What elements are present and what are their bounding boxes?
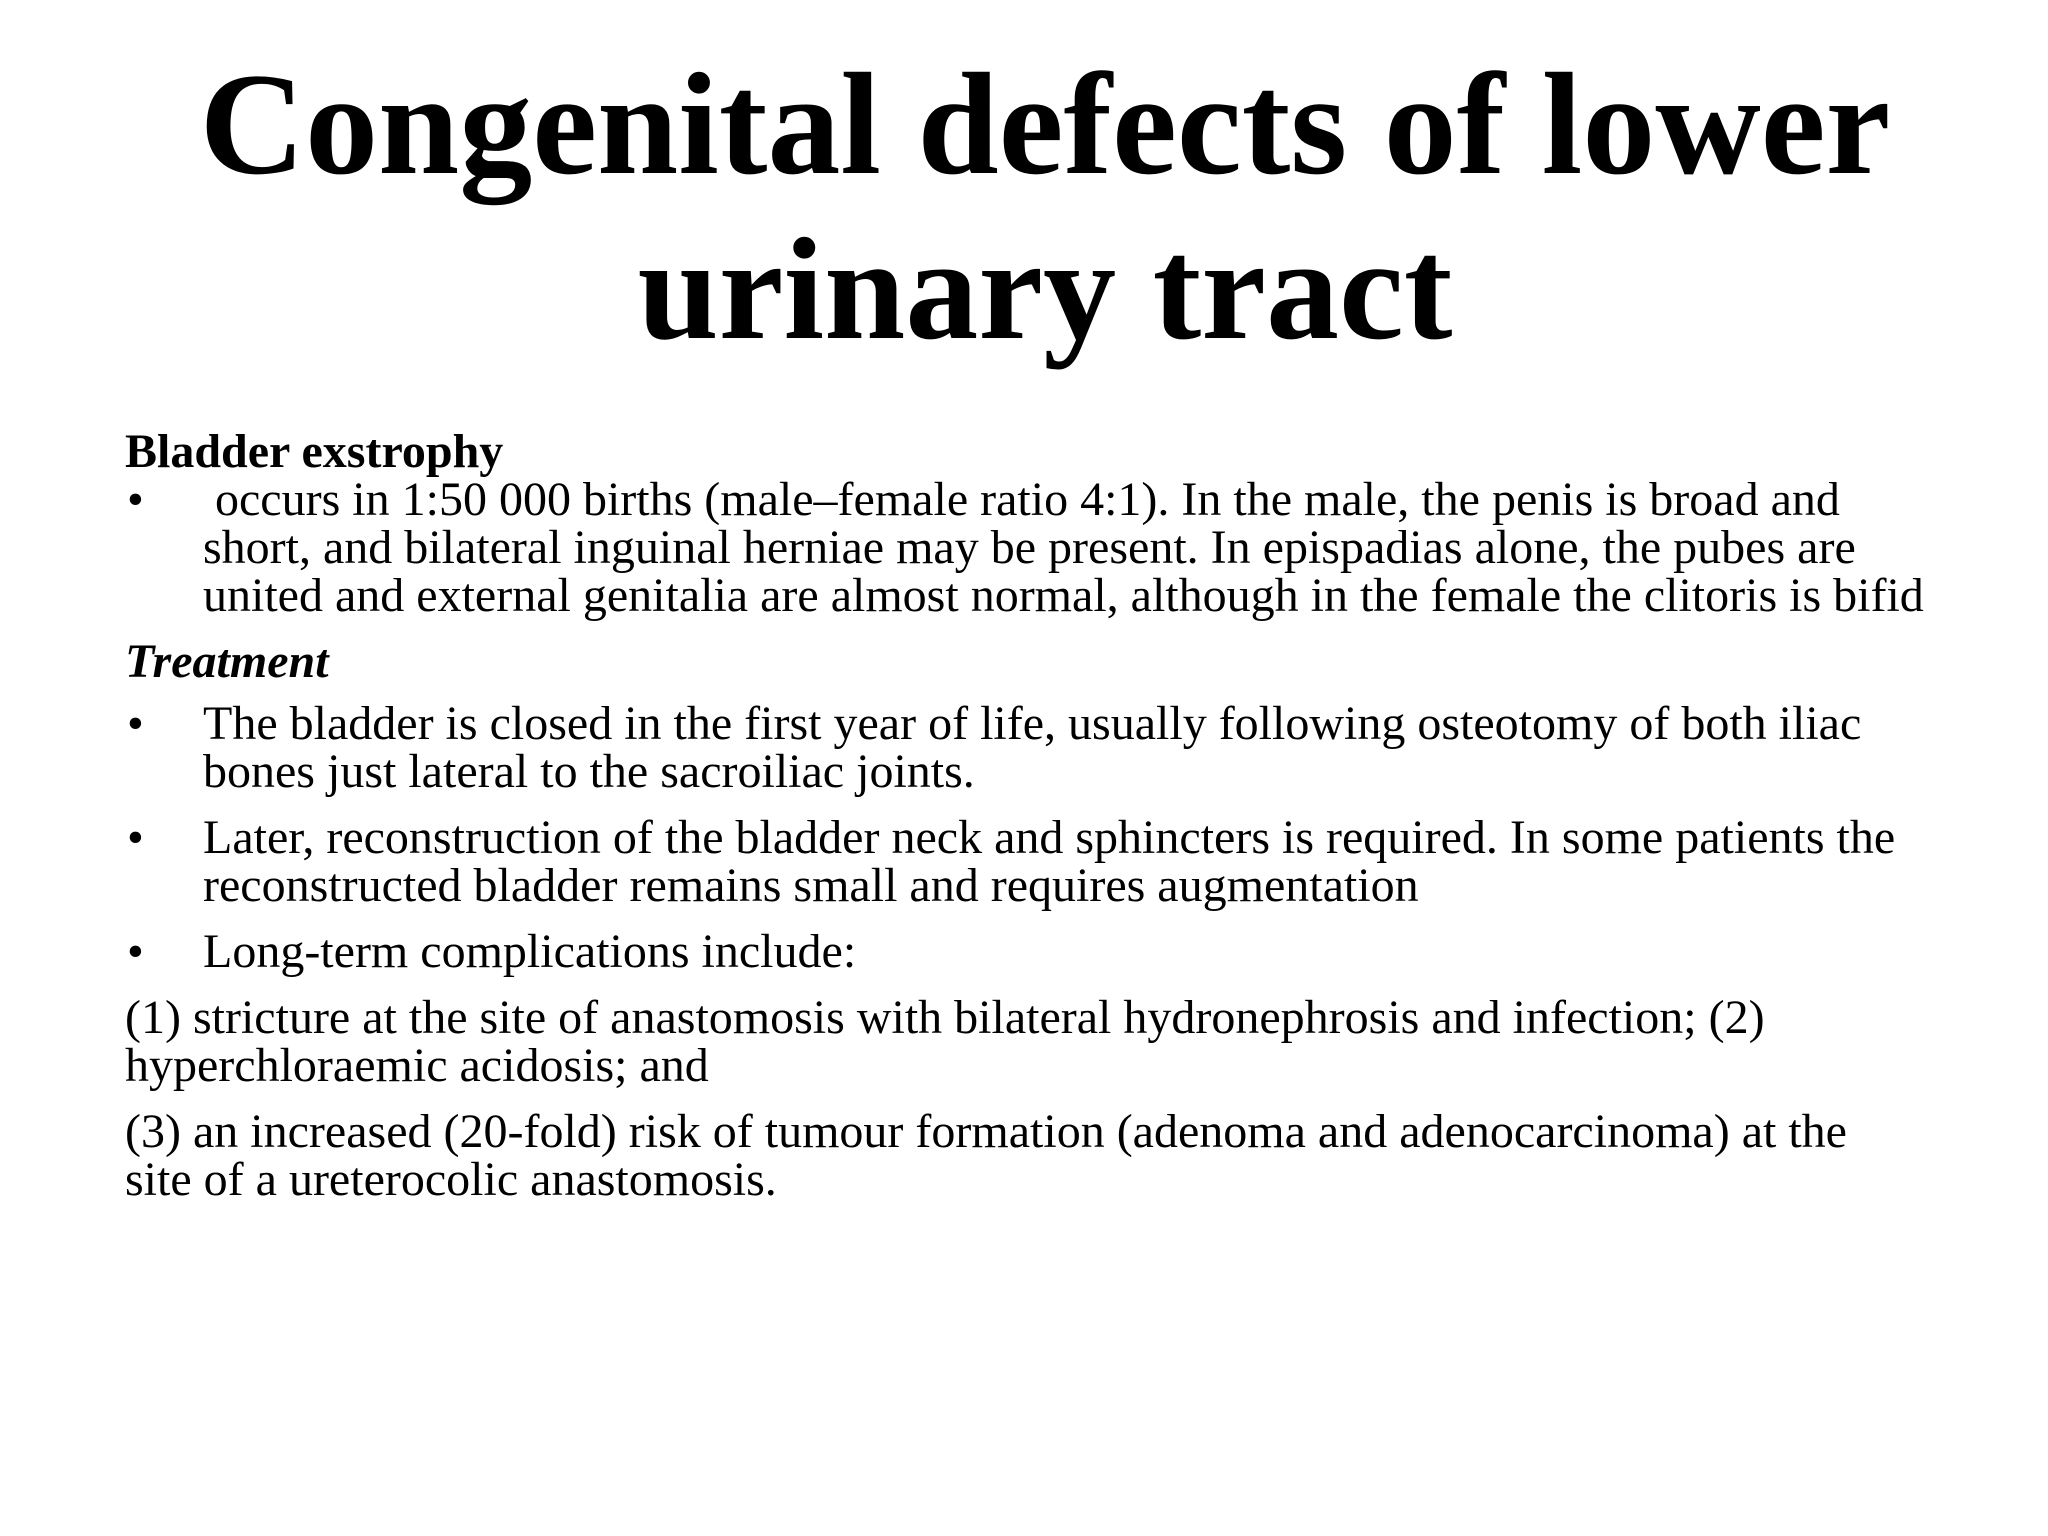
bullet-item bbox=[125, 925, 1925, 978]
bullet-item bbox=[125, 697, 1925, 798]
bullet-text: Later, reconstruction of the bladder neck and sphincters is required. In some patients the reconstructed bladder remains small and requires augmentation bbox=[203, 811, 1896, 912]
bullet-item bbox=[125, 473, 1925, 622]
bullet-item bbox=[125, 811, 1925, 912]
complication-paragraph: (3) an increased (20-fold) risk of tumour formation (adenoma and adenocarcinoma) at the site of a ureterocolic anastomosis. bbox=[125, 1105, 1847, 1206]
bullet-dot-icon: • bbox=[127, 925, 144, 978]
section-heading-bladder-exstrophy: Bladder exstrophy bbox=[125, 425, 504, 478]
complication-paragraph: (1) stricture at the site of anastomosis with bilateral hydronephrosis and infection; (2) hyperchloraemic acidosis; and bbox=[125, 991, 1765, 1092]
slide-body bbox=[125, 425, 1925, 1206]
slide-title: Congenital defects of lower urinary tract bbox=[199, 43, 1891, 370]
bullet-text: occurs in 1:50 000 births (male–female ratio 4:1). In the male, the penis is broad and short, and bilateral inguinal herniae may be present. In epispadias alone, the pubes are united and external genitalia are almost normal, although in the female the clitoris is bifid bbox=[203, 473, 1924, 622]
section-heading-treatment: Treatment bbox=[125, 635, 329, 688]
bullet-dot-icon: • bbox=[127, 811, 144, 864]
bullet-dot-icon: • bbox=[127, 473, 144, 526]
bullet-text: Long-term complications include: bbox=[203, 925, 857, 978]
bullet-dot-icon: • bbox=[127, 697, 144, 750]
bullet-text: The bladder is closed in the first year of life, usually following osteotomy of both iliac bones just lateral to the sacroiliac joints. bbox=[203, 697, 1862, 798]
